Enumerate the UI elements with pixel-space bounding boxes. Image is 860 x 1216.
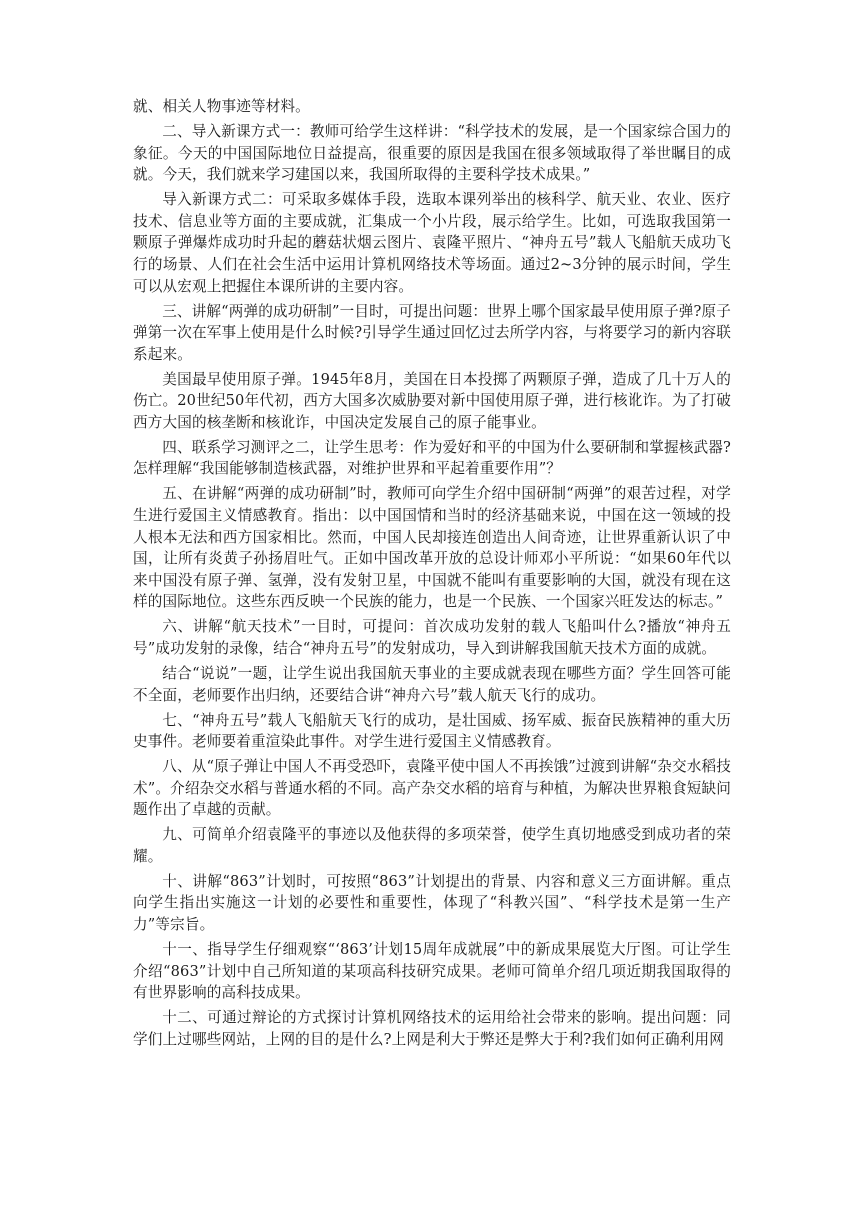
paragraph-12: 十二、可通过辩论的方式探讨计算机网络技术的运用给社会带来的影响。提出问题：同学们上过哪些网站，上网的目的是什么?上网是利大于弊还是弊大于利?我们如何正确利用网 — [133, 1009, 731, 1048]
document-page — [133, 96, 731, 1054]
paragraph-11: 十一、指导学生仔细观察“‘863’计划15周年成就展”中的新成果展览大厅图。可让学生介绍“863”计划中自己所知道的某项高科技研究成果。老师可简单介绍几项近期我国取得的有世界影响的高科技成果。 — [133, 941, 731, 1002]
paragraph-4: 四、联系学习测评之二，让学生思考：作为爱好和平的中国为什么要研制和掌握核武器?怎样理解“我国能够制造核武器，对维护世界和平起着重要作用”？ — [133, 438, 731, 478]
paragraph-6: 六、讲解“航天技术”一目时，可提问：首次成功发射的载人飞船叫什么?播放“神舟五号”成功发射的录像，结合“神舟五号”的发射成功，导入到讲解我国航天技术方面的成就。 — [133, 618, 731, 657]
paragraph-continued: 就、相关人物事迹等材料。 — [133, 98, 310, 115]
paragraph-6b: 结合“说说”一题，让学生说出我国航天事业的主要成就表现在哪些方面？学生回答可能不全面，老师要作出归纳，还要结合讲“神舟六号”载人航天飞行的成功。 — [133, 664, 731, 704]
paragraph-3: 三、讲解“两弹的成功研制”一目时，可提出问题：世界上哪个国家最早使用原子弹?原子弹第一次在军事上使用是什么时候?引导学生通过回忆过去所学内容，与将要学习的新内容联系起来。 — [133, 302, 731, 363]
paragraph-10: 十、讲解“863”计划时，可按照“863”计划提出的背景、内容和意义三方面讲解。重点向学生指出实施这一计划的必要性和重要性，体现了“科教兴国”、“科学技术是第一生产力”等宗旨。 — [133, 872, 731, 934]
paragraph-5: 五、在讲解“两弹的成功研制”时，教师可向学生介绍中国研制“两弹”的艰苦过程，对学生进行爱国主义情感教育。指出：以中国国情和当时的经济基础来说，中国在这一领域的投人根本无法和西方国家相比。然而，中国人民却接连创造出人间奇迹，让世界重新认识了中国，让所有炎黄子孙扬眉吐气。正如中国改革开放的总设计师邓小平所说：“如果60年代以来中国没有原子弹、氢弹，没有发射卫星，中国就不能叫有重要影响的大国，就没有现在这样的国际地位。这些东西反映一个民族的能力，也是一个民族、一个国家兴旺发达的标志。” — [133, 485, 731, 611]
paragraph-8: 八、从“原子弹让中国人不再受恐吓，袁隆平使中国人不再挨饿”过渡到讲解“杂交水稻技术”。介绍杂交水稻与普通水稻的不同。高产杂交水稻的培育与种植，为解决世界粮食短缺问题作出了卓越的贡献。 — [133, 758, 731, 819]
paragraph-3b: 美国最早使用原子弹。1945年8月，美国在日本投掷了两颗原子弹，造成了几十万人的伤亡。20世纪50年代初，西方大国多次威胁要对新中国使用原子弹，进行核讹诈。为了打破西方大国的核垄断和核讹诈，中国决定发展自己的原子能事业。 — [133, 370, 732, 431]
paragraph-2: 二、导入新课方式一：教师可给学生这样讲：“科学技术的发展，是一个国家综合国力的象征。今天的中国国际地位日益提高，很重要的原因是我国在很多领域取得了举世瞩目的成就。今天，我们就来学习建国以来，我国所取得的主要科学技术成果。” — [133, 122, 731, 184]
paragraph-9: 九、可简单介绍袁隆平的事迹以及他获得的多项荣誉，使学生真切地感受到成功者的荣耀。 — [133, 826, 731, 865]
paragraph-2b: 导入新课方式二：可采取多媒体手段，选取本课列举出的核科学、航天业、农业、医疗技术、信息业等方面的主要成就，汇集成一个小片段，展示给学生。比如，可选取我国第一颗原子弹爆炸成功时升起的蘑菇状烟云图片、袁隆平照片、“神舟五号”载人飞船航天成功飞行的场景、人们在社会生活中运用计算机网络技术等场面。通过2~3分钟的展示时间，学生可以从宏观上把握住本课所讲的主要内容。 — [133, 191, 731, 295]
paragraph-7: 七、“神舟五号”载人飞船航天飞行的成功，是壮国威、扬军威、振奋民族精神的重大历史事件。老师要着重渲染此事件。对学生进行爱国主义情感教育。 — [133, 711, 731, 751]
